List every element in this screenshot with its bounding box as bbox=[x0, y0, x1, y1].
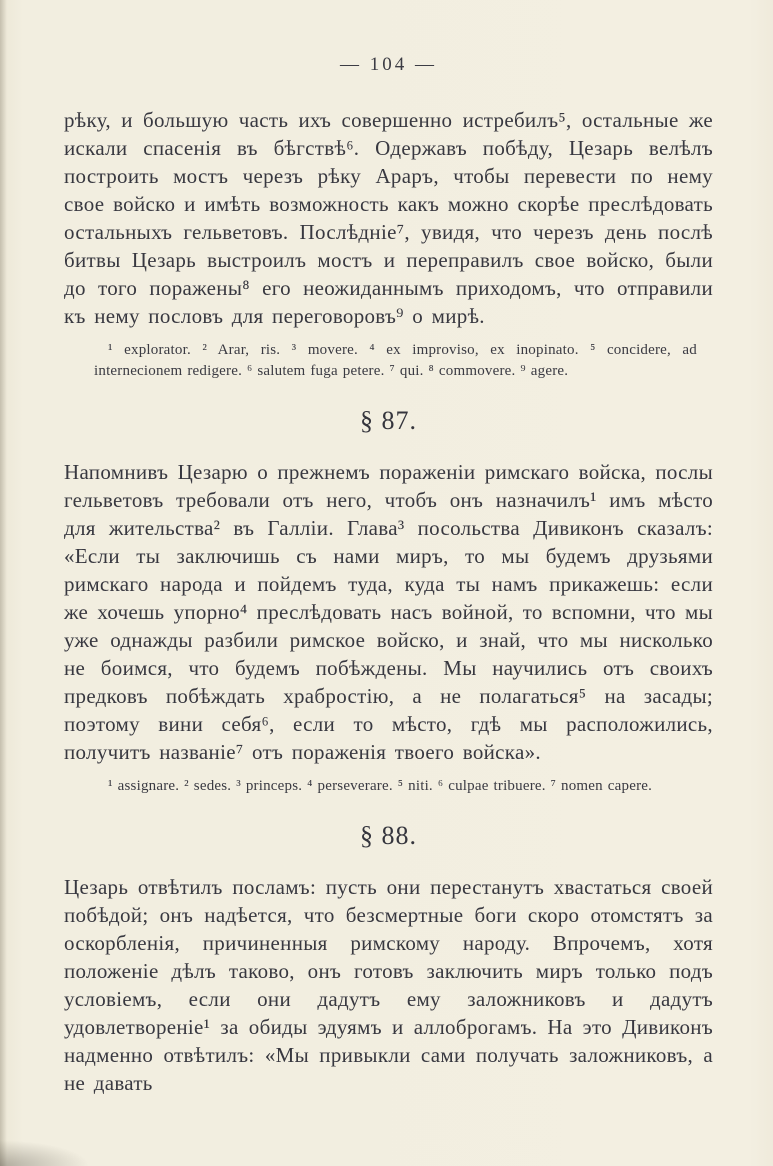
paragraph-section-87: Напомнивъ Цезарю о прежнемъ пораженіи римскаго войска, послы гельветовъ требовали отъ него, чтобъ онъ назначилъ¹ имъ мѣсто для жительства² въ Галліи. Глава³ посольства Дивиконъ сказалъ: «Если ты заключишь съ нами миръ, то мы будемъ друзьями римскаго народа и пойдемъ туда, куда ты намъ прикажешь: если же хочешь упорно⁴ преслѣдовать насъ войной, то вспомни, что мы уже однажды разбили римское войско, и знай, что мы нисколько не боимся, что будемъ побѣждены. Мы научились отъ своихъ предковъ побѣждать храбростію, а не полагаться⁵ на засады; поэтому вини себя⁶, если то мѣсто, гдѣ мы расположились, получитъ названіе⁷ отъ пораженія твоего войска». bbox=[64, 460, 713, 764]
footnote-block-2: ¹ assignare. ² sedes. ³ princeps. ⁴ perseverare. ⁵ niti. ⁶ culpae tribuere. ⁷ nomen capere. bbox=[108, 778, 653, 794]
paragraph-continuation: рѣку, и большую часть ихъ совершенно истребилъ⁵, остальные же искали спасенія въ бѣгствѣ⁶. Одержавъ побѣду, Цезарь велѣлъ построить мостъ черезъ рѣку Араръ, чтобы перевести по нему свое войско и имѣть возможность какъ можно скорѣе преслѣдовать остальныхъ гельветовъ. Послѣдніе⁷, увидя, что черезъ день послѣ битвы Цезарь выстроилъ мостъ и переправилъ свое войско, были до того поражены⁸ его неожиданнымъ приходомъ, что отправили къ нему пословъ для переговоровъ⁹ о мирѣ. bbox=[64, 108, 713, 328]
section-heading-87: § 87. bbox=[360, 406, 417, 435]
section-heading-88: § 88. bbox=[360, 821, 417, 850]
paragraph-section-88: Цезарь отвѣтилъ посламъ: пусть они перестанутъ хвастаться своей побѣдой; онъ надѣется, что безсмертные боги скоро отомстятъ за оскорбленія, причиненныя римскому народу. Впрочемъ, хотя положеніе дѣлъ таково, онъ готовъ заключить миръ только подъ условіемъ, если они дадутъ ему заложниковъ и дадутъ удовлетвореніе¹ за обиды эдуямъ и аллоброгамъ. На это Дивиконъ надменно отвѣтилъ: «Мы привыкли сами получать заложниковъ, а не давать bbox=[64, 875, 713, 1095]
footnote-block-1: ¹ explorator. ² Arar, ris. ³ movere. ⁴ ex improviso, ex inopinato. ⁵ concidere, ad internecionem redigere. ⁶ salutem fuga petere. ⁷ qui. ⁸ commovere. ⁹ agere. bbox=[94, 342, 697, 379]
page-number: — 104 — bbox=[340, 54, 437, 75]
